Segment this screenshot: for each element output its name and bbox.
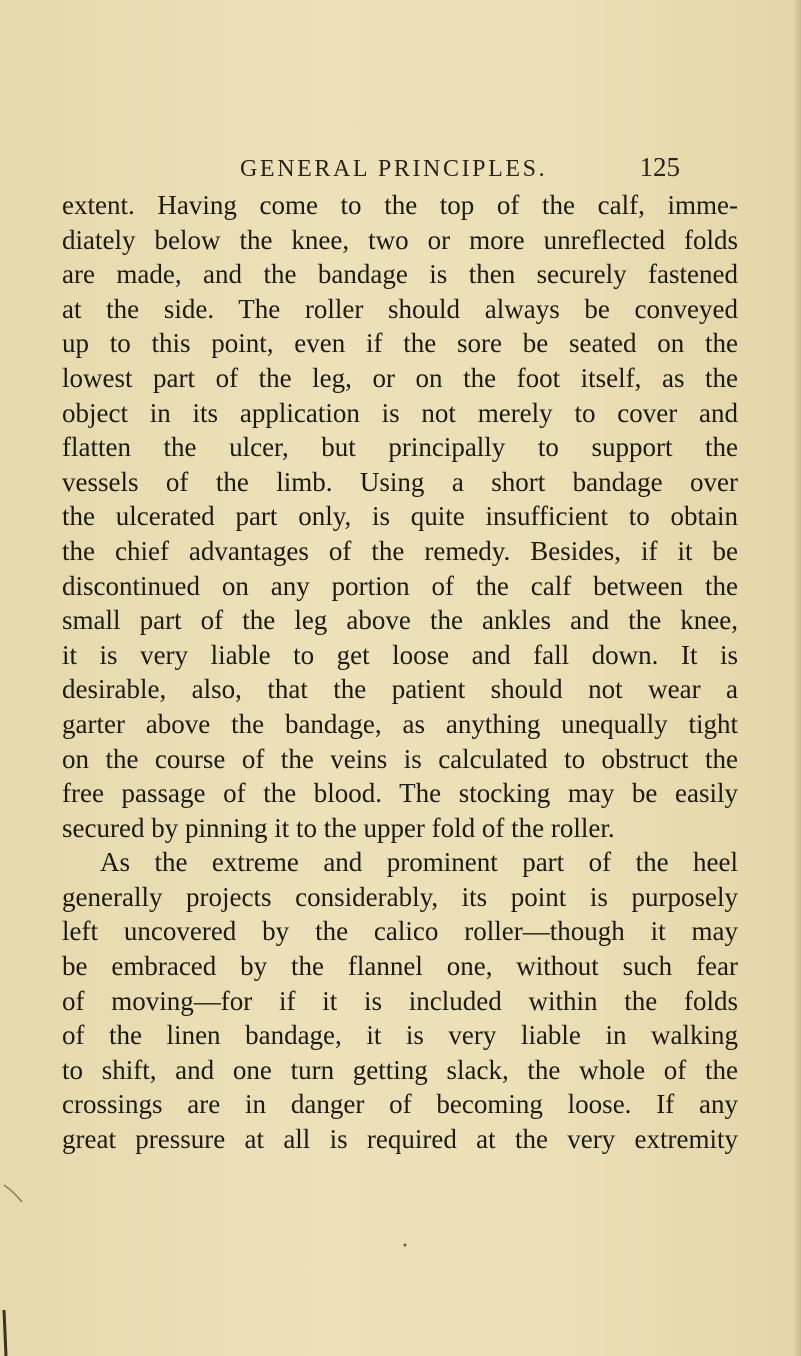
text-line: the chief advantages of the remedy. Besides, if it be bbox=[62, 535, 738, 566]
stray-dot bbox=[404, 1244, 407, 1247]
text-line: flatten the ulcer, but principally to support the bbox=[62, 432, 738, 463]
text-line: object in its application is not merely to cover and bbox=[62, 397, 738, 428]
text-line: it is very liable to get loose and fall down. It is bbox=[62, 639, 738, 670]
text-line: extent. Having come to the top of the calf, imme- bbox=[62, 190, 738, 220]
text-line: discontinued on any portion of the calf between the bbox=[62, 570, 738, 601]
text-line: desirable, also, that the patient should not wear a bbox=[62, 674, 738, 705]
page-number: 125 bbox=[639, 152, 680, 182]
text-line: vessels of the limb. Using a short bandage over bbox=[62, 466, 738, 497]
text-line: free passage of the blood. The stocking may be easily bbox=[62, 778, 738, 809]
text-line: of moving—for if it is included within the folds bbox=[62, 985, 738, 1016]
text-line: be embraced by the flannel one, without such fear bbox=[62, 951, 738, 982]
text-line: on the course of the veins is calculated to obstruct the bbox=[62, 743, 738, 774]
text-line: crossings are in danger of becoming loose. If any bbox=[62, 1089, 738, 1120]
text-line: to shift, and one turn getting slack, the whole of the bbox=[62, 1054, 738, 1085]
text-line: at the side. The roller should always be conveyed bbox=[62, 293, 738, 324]
text-line: of the linen bandage, it is very liable in walking bbox=[62, 1020, 738, 1051]
text-line: diately below the knee, two or more unreflected folds bbox=[62, 224, 738, 255]
text-line: generally projects considerably, its point is purposely bbox=[62, 881, 738, 912]
text-line: garter above the bandage, as anything unequally tight bbox=[62, 708, 738, 739]
text-line: left uncovered by the calico roller—though it may bbox=[62, 916, 738, 947]
text-line: great pressure at all is required at the very extremity bbox=[62, 1124, 738, 1155]
edge-mark bbox=[4, 1310, 6, 1356]
stray-mark bbox=[4, 1185, 22, 1202]
text-line: are made, and the bandage is then securely fastened bbox=[62, 259, 738, 290]
text-line: the ulcerated part only, is quite insufficient to obtain bbox=[62, 501, 738, 532]
running-head: GENERAL PRINCIPLES. bbox=[240, 156, 548, 182]
text-line: small part of the leg above the ankles and the knee, bbox=[62, 605, 738, 636]
text-line: lowest part of the leg, or on the foot itself, as the bbox=[62, 362, 738, 393]
text-line: up to this point, even if the sore be seated on the bbox=[62, 328, 738, 359]
paragraph-start-line: As the extreme and prominent part of the heel bbox=[100, 847, 738, 878]
paragraph-end-line: secured by pinning it to the upper fold of the roller. bbox=[62, 812, 615, 843]
